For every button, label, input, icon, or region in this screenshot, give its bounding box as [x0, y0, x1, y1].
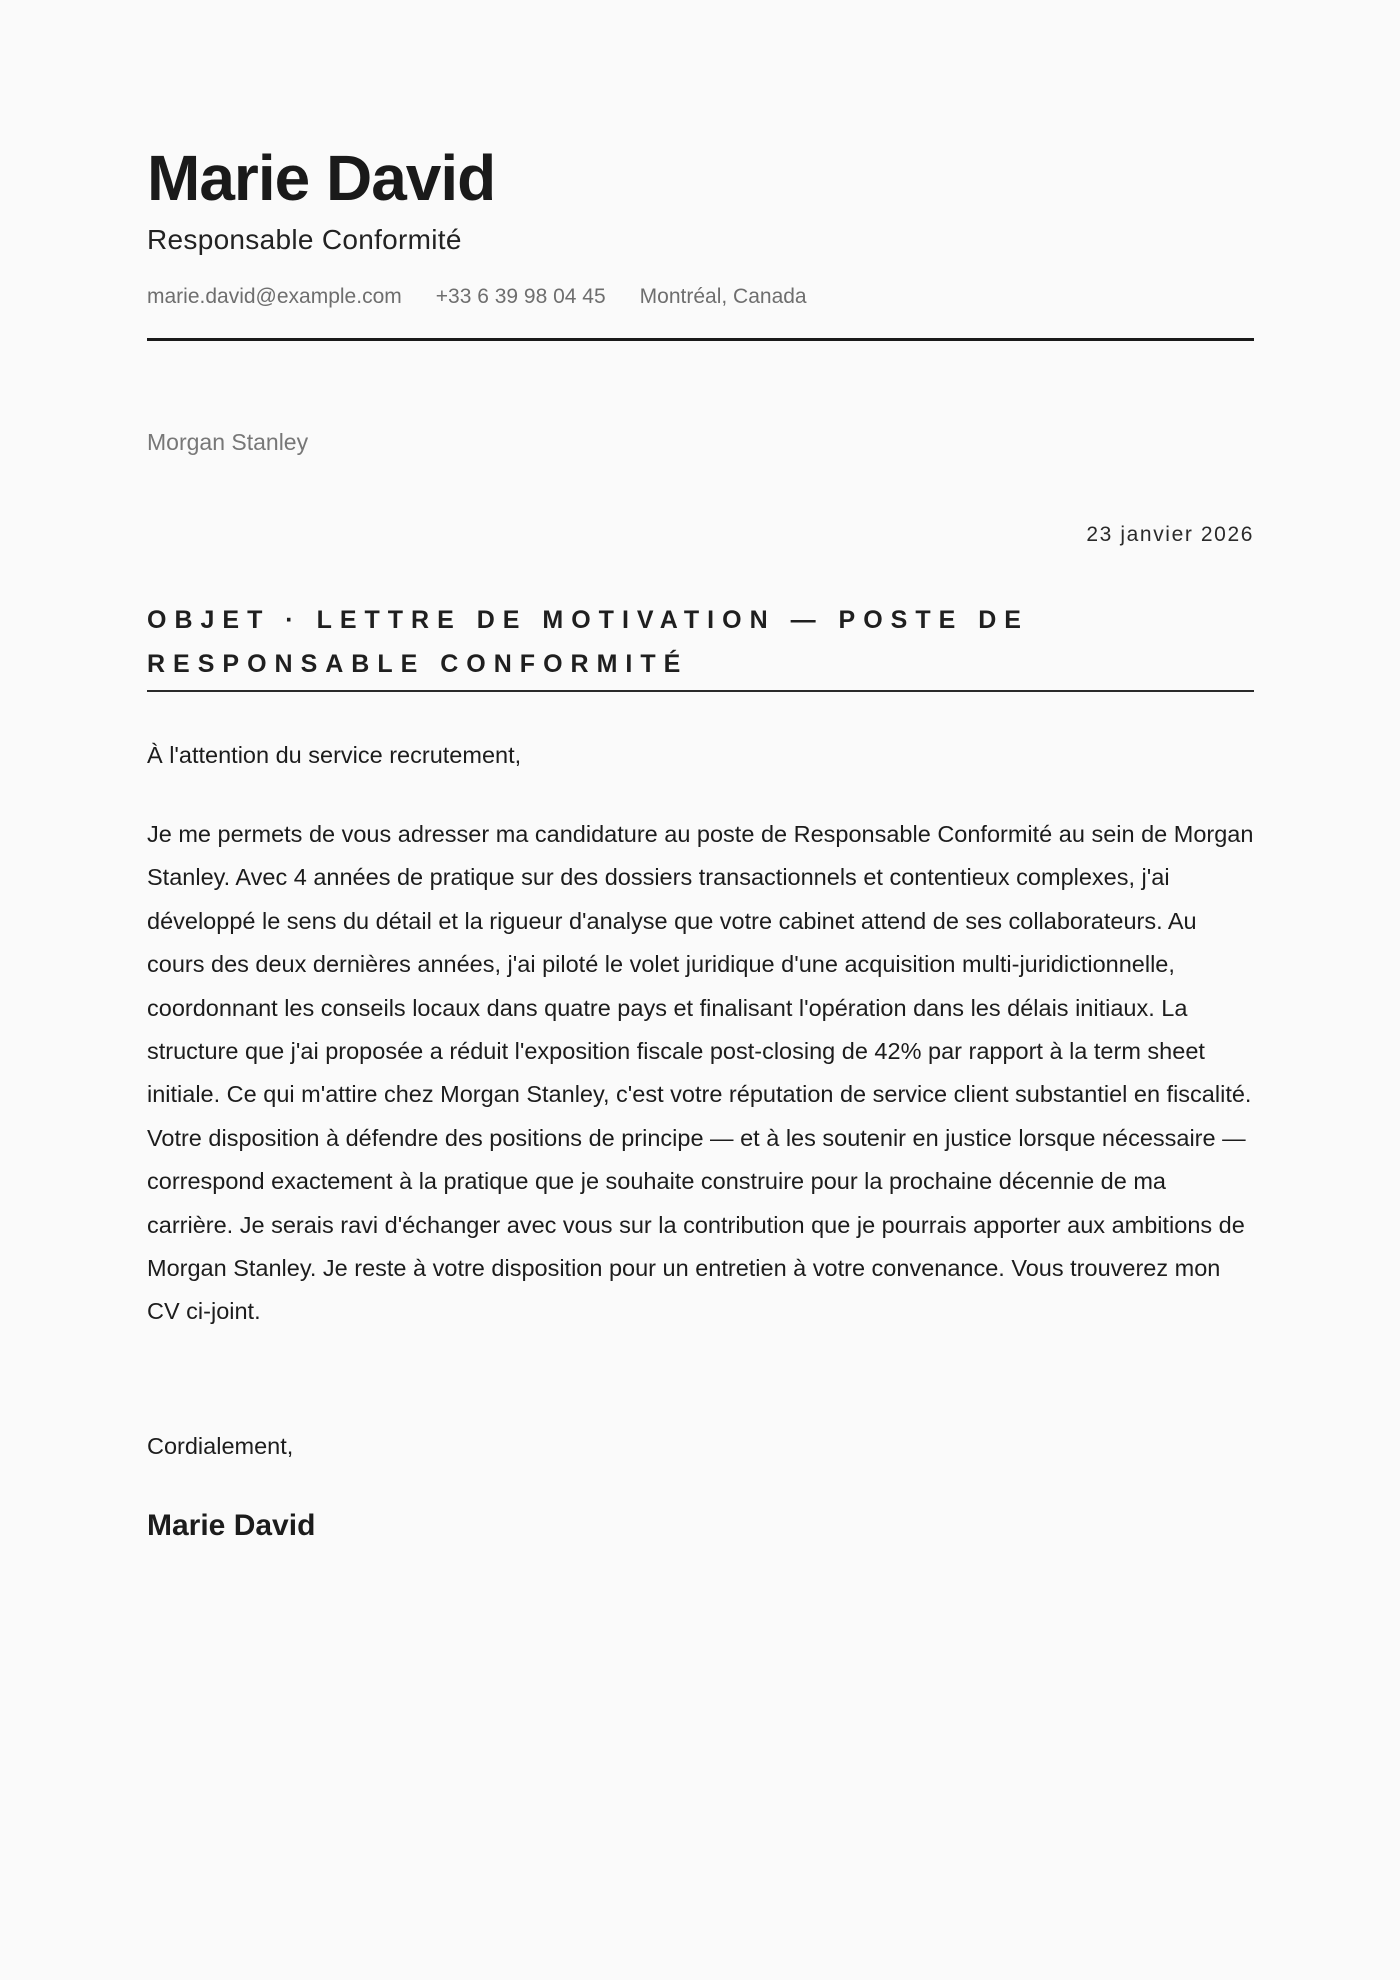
header-divider: [147, 338, 1254, 341]
letter-closing: Cordialement,: [147, 1433, 294, 1459]
recipient-company: Morgan Stanley: [147, 429, 309, 455]
letter-date: 23 janvier 2026: [1086, 523, 1254, 546]
contact-location: Montréal, Canada: [639, 285, 807, 308]
letter-salutation: À l'attention du service recrutement,: [147, 742, 522, 768]
contact-info: [147, 283, 807, 311]
applicant-name: Marie David: [147, 142, 496, 214]
letter-subject: OBJET · LETTRE DE MOTIVATION — POSTE DE RESPONSABLE CONFORMITÉ: [147, 606, 1029, 678]
contact-phone: +33 6 39 98 04 45: [435, 285, 606, 308]
applicant-job-title: Responsable Conformité: [147, 224, 462, 255]
subject-divider: [147, 690, 1254, 692]
letter-signature: Marie David: [147, 1509, 316, 1542]
contact-email: marie.david@example.com: [147, 285, 402, 308]
letter-body: Je me permets de vous adresser ma candidature au poste de Responsable Conformité au sein de Morgan Stanley. Avec 4 années de pratique sur des dossiers transactionnels et contentieux complexes, j'ai développé le sens du détail et la rigueur d'analyse que votre cabinet attend de ses collaborateurs. Au cours des deux dernières années, j'ai piloté le volet juridique d'une acquisition multi-juridictionnelle, coordonnant les conseils locaux dans quatre pays et finalisant l'opération dans les délais initiaux. La structure que j'ai proposée a réduit l'exposition fiscale post-closing de 42% par rapport à la term sheet initiale. Ce qui m'attire chez Morgan Stanley, c'est votre réputation de service client substantiel en fiscalité. Votre disposition à défendre des positions de principe — et à les soutenir en justice lorsque nécessaire — correspond exactement à la pratique que je souhaite construire pour la prochaine décennie de ma carrière. Je serais ravi d'échanger avec vous sur la contribution que je pourrais apporter aux ambitions de Morgan Stanley. Je reste à votre disposition pour un entretien à votre convenance. Vous trouverez mon CV ci-joint.: [147, 821, 1254, 1325]
